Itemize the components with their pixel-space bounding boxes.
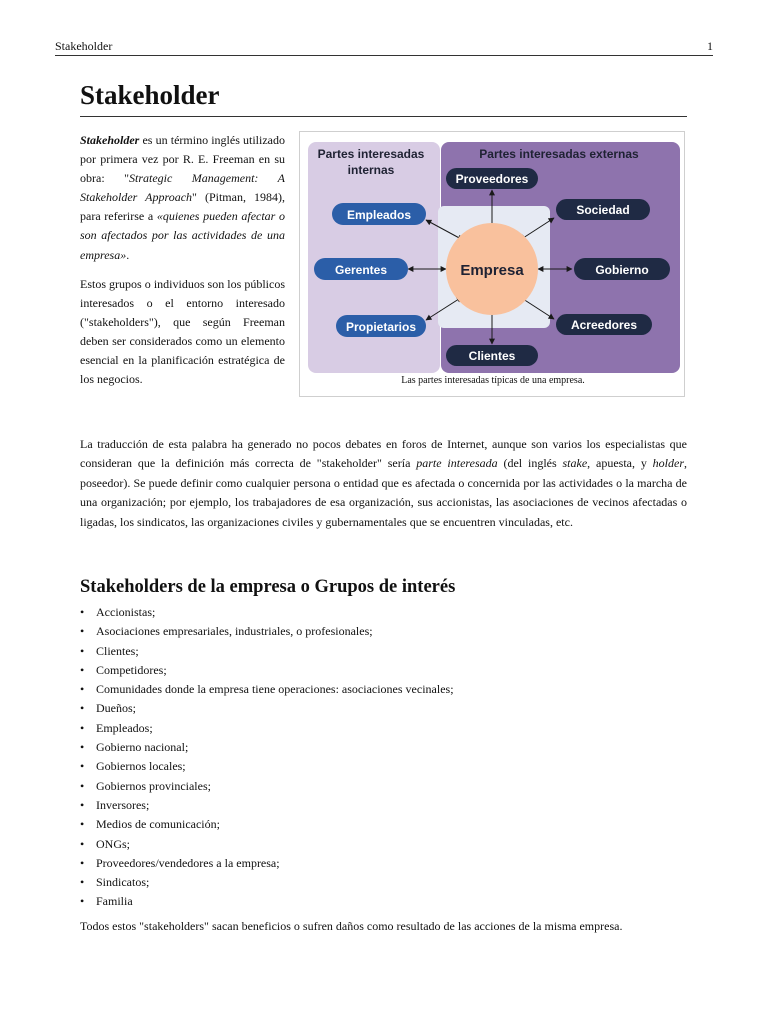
node-sociedad-label: Sociedad [576,203,630,217]
list-item: • Gobiernos provinciales; [80,777,687,796]
intro-paragraph-1: Stakeholder es un término inglés utilizado por primera vez por R. E. Freeman en su obra: "Strategic Management: A Stakeholder Approach" (Pitman, 1984), para referirse a «quienes pueden afectar o son afectados por las actividades de una empresa». [80,133,285,262]
running-title: Stakeholder [55,39,113,53]
stakeholder-diagram-figure [299,131,685,397]
body-paragraph: La traducción de esta palabra ha generado no pocos debates en foros de Internet, aunque son varios los especialistas que consideran que la definición más correcta de "stakeholder" sería parte interesada (del inglés stake, apuesta, y holder, poseedor). Se puede definir como cualquier persona o entidad que es afectada o concernida por las actividades o la marcha de una organización; por ejemplo, los trabajadores de esa organización, sus accionistas, las asociaciones de vecinos afectadas o ligadas, los sindicatos, las organizaciones civiles y gubernamentales que se encuentren vinculadas, etc. [80,437,688,529]
list-item: • Clientes; [80,642,687,661]
list-item: • Accionistas; [80,603,687,622]
node-proveedores-label: Proveedores [455,172,529,186]
bullet: • [80,875,85,890]
stakeholder-list [80,603,687,912]
page-title: Stakeholder [80,77,687,117]
node-gerentes [314,258,408,280]
bullet: • [80,701,85,716]
node-propietarios-label: Propietarios [345,320,417,334]
list-item: • Familia [80,892,687,911]
node-gobierno [574,258,670,280]
external-panel-title: Partes interesadas externas [479,147,639,161]
figure-caption: Las partes interesadas típicas de una empresa. [401,375,585,386]
list-item: • Empleados; [80,719,687,738]
bullet: • [80,643,85,658]
node-clientes [446,345,538,366]
stakeholder-diagram [300,132,686,398]
internal-panel-title: Partes interesadas [317,147,425,161]
bullet: • [80,605,85,619]
list-item: • Sindicatos; [80,873,687,892]
term-stake: stake [562,456,588,471]
bullet: • [80,778,85,793]
list-item: • ONGs; [80,835,687,854]
node-clientes-label: Clientes [468,349,516,363]
bullet: • [80,740,85,755]
bullet: • [80,759,85,774]
bullet: • [80,797,85,812]
node-gobierno-label: Gobierno [595,263,649,277]
node-acreedores [556,314,652,335]
closing-paragraph: Todos estos "stakeholders" sacan beneficios o sufren daños como resultado de las acciones de la misma empresa. [80,919,623,933]
node-empleados [332,203,426,225]
bullet: • [80,720,85,735]
intro-paragraph-2: Estos grupos o individuos son los públicos interesados o el entorno interesado ("stakeholders"), que según Freeman deben ser considerados como un elemento esencial en la planificación estratégica de los negocios. [80,276,285,387]
node-acreedores-label: Acreedores [570,318,638,332]
list-item: • Inversores; [80,796,687,815]
section-heading: Stakeholders de la empresa o Grupos de interés [80,577,456,597]
list-item: • Medios de comunicación; [80,815,687,834]
node-sociedad [556,199,650,220]
page-number: 1 [707,39,713,53]
bullet: • [80,682,85,697]
list-item: • Comunidades donde la empresa tiene operaciones: asociaciones vecinales; [80,680,687,699]
node-propietarios [336,315,426,337]
bullet: • [80,836,85,851]
term-stakeholder: Stakeholder [80,133,140,147]
node-empleados-label: Empleados [346,208,412,222]
list-item: • Gobierno nacional; [80,738,687,757]
running-header [55,38,713,56]
bullet: • [80,662,85,677]
work-title: Strategic Management: A Stakeholder Approach [80,171,285,205]
bullet: • [80,817,85,832]
list-item: • Proveedores/vendedores a la empresa; [80,854,687,873]
internal-panel-subtitle: internas [347,163,395,177]
term-parte-interesada: parte interesada [416,456,498,471]
term-holder: holder [652,456,685,471]
definition-quote: «quienes pueden afectar o son afectados por las actividades de una empresa» [80,209,285,262]
list-item: • Dueños; [80,699,687,718]
node-proveedores [446,168,538,189]
bullet: • [80,855,85,870]
list-item: • Gobiernos locales; [80,757,687,776]
bullet: • [80,894,85,909]
list-item: • Asociaciones empresariales, industriales, o profesionales; [80,622,687,641]
empresa-label: Empresa [460,262,524,279]
bullet: • [80,624,85,639]
intro-column [80,131,285,399]
list-item: • Competidores; [80,661,687,680]
node-gerentes-label: Gerentes [334,263,388,277]
